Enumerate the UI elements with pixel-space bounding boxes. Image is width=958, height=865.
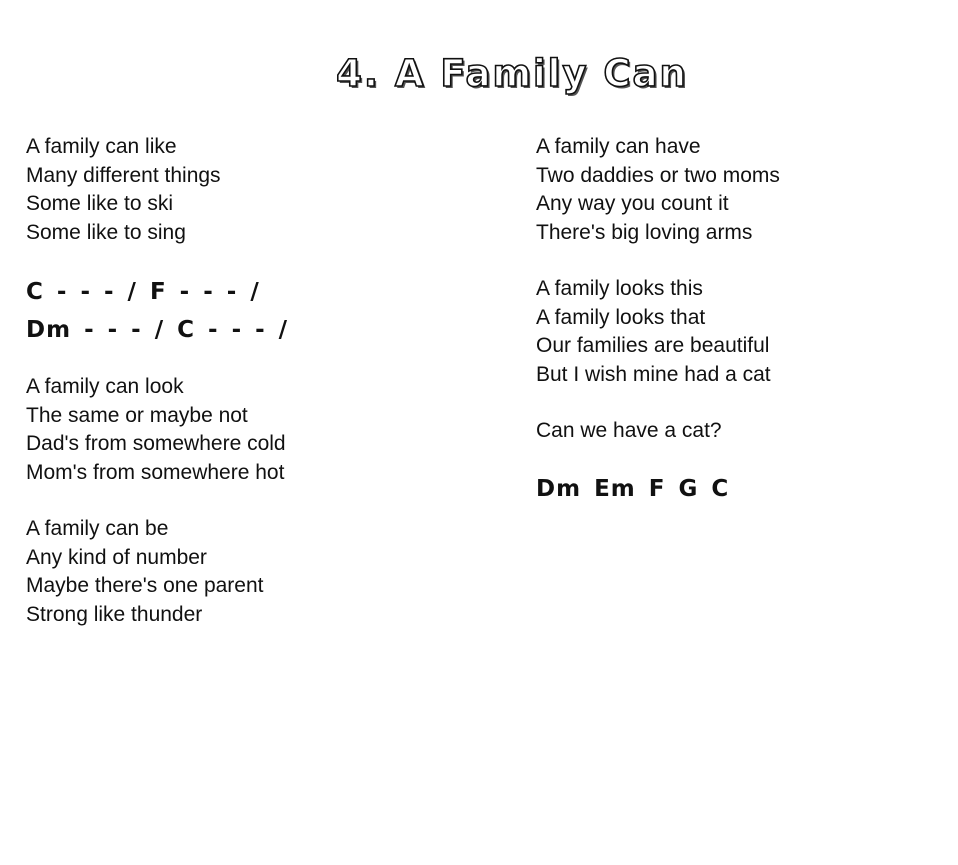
lyric-line: A family can have xyxy=(536,135,701,158)
verse-5 xyxy=(536,275,936,389)
chord-line: Dm - - - / C - - - / xyxy=(26,317,289,343)
lyric-line: Any way you count it xyxy=(536,192,729,215)
final-chords xyxy=(536,470,936,508)
lyric-line: A family looks that xyxy=(536,305,706,329)
question-line: Can we have a cat? xyxy=(536,419,722,442)
lyric-line: Strong like thunder xyxy=(26,602,203,626)
lyric-line: The same or maybe not xyxy=(26,403,248,427)
chord-line: C - - - / F - - - / xyxy=(26,279,260,305)
lyric-line: Many different things xyxy=(26,163,221,187)
lyric-line: Maybe there's one parent xyxy=(26,574,264,597)
lyric-line: But I wish mine had a cat xyxy=(536,362,771,386)
lyric-line: A family can like xyxy=(26,135,177,158)
verse-2 xyxy=(26,373,506,487)
lyric-line: Two daddies or two moms xyxy=(536,163,780,187)
lyric-line: There's big loving arms xyxy=(536,220,753,244)
lyric-line: Our families are beautiful xyxy=(536,334,770,357)
lyric-line: Dad's from somewhere cold xyxy=(26,432,286,455)
chord-progression xyxy=(26,273,506,349)
question xyxy=(536,417,936,446)
lyric-line: A family looks this xyxy=(536,277,703,300)
verse-3 xyxy=(26,515,506,629)
lyric-line: Some like to ski xyxy=(26,192,174,215)
lyric-line: A family can look xyxy=(26,375,184,398)
right-column xyxy=(536,133,936,508)
verse-4 xyxy=(536,133,936,247)
verse-1 xyxy=(26,133,506,247)
chord-line: Dm Em F G C xyxy=(536,475,730,502)
song-title: 4. A Family Can xyxy=(336,52,688,95)
lyric-line: A family can be xyxy=(26,517,169,540)
lyric-line: Mom's from somewhere hot xyxy=(26,460,285,484)
lyric-line: Any kind of number xyxy=(26,545,207,569)
left-column xyxy=(26,133,506,657)
lyric-line: Some like to sing xyxy=(26,220,186,244)
